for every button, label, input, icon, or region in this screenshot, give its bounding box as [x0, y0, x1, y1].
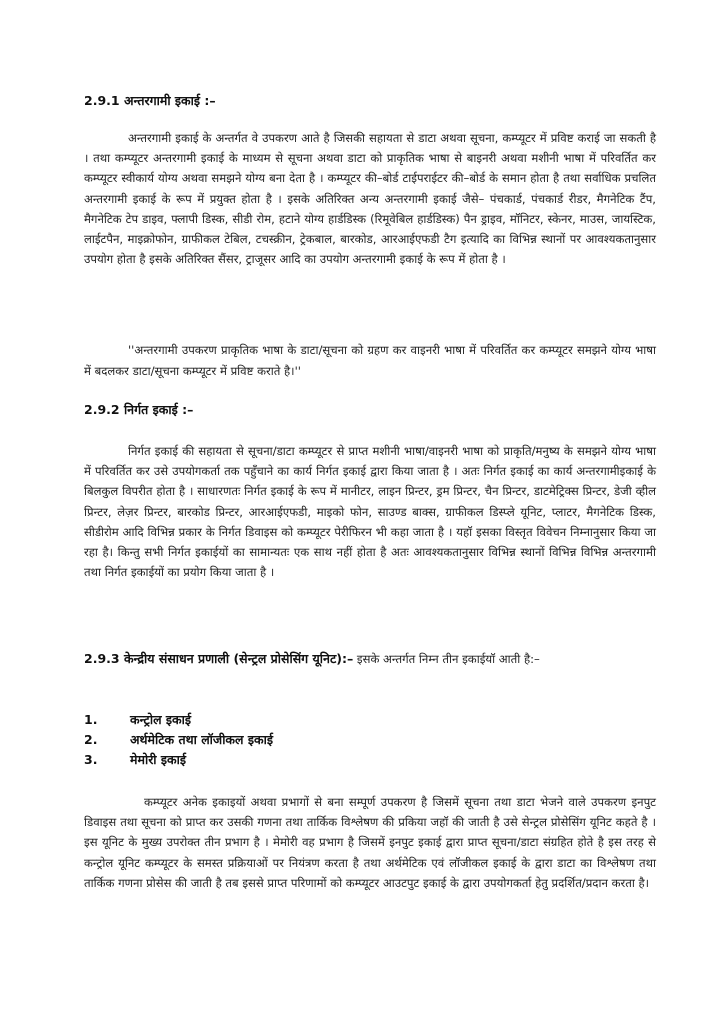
list-number: 1.	[84, 712, 98, 727]
list-label: अर्थमेटिक तथा लॉजीकल इकाई	[130, 732, 273, 747]
list-number: 2.	[84, 732, 98, 747]
paragraph-text: निर्गत इकाई की सहायता से सूचना/डाटा कम्प्यूटर से प्राप्त मशीनी भाषा/वाइनरी भाषा को प्राकृति/मनुष्य के समझने योग्य भाषा में परिवर्तित कर उसे उपयोगकर्ता तक पहुँचाने का कार्य निर्गत इकाई द्वारा किया जाता है । अतः निर्गत इकाई का कार्य अन्तरगामीइकाई के बिलकुल विपरीत होता है । साधारणतः निर्गत इकाई के रूप में मानीटर, लाइन प्रिन्टर, ड्रम प्रिन्टर, चैन प्रिन्टर, डाटमेट्रिक्स प्रिन्टर, डेजी व्हील प्रिन्टर, लेज़र प्रिन्टर, बारकोड प्रिन्टर, आरआईएफडी, माइको फोन, साउण्ड बाक्स, ग्राफीकल डिस्प्ले यूनिट, प्लाटर, मैगनेटिक डिस्क, सीडीरोम आदि विभिन्न प्रकार के निर्गत डिवाइस को कम्प्यूटर पेरीफिरन भी कहा जाता है । यहॉ इसका विस्तृत विवेचन निम्नानुसार किया जा रहा है। किन्तु सभी निर्गत इकाईयों का सामान्यतः एक साथ नहीं होता है अतः आवश्यकतानुसार विभिन्न स्थानों विभिन्न विभिन्न अन्तरगामी तथा निर्गत इकाईयों का प्रयोग किया जाता है ।	[84, 444, 656, 580]
section-2-9-3-intro	[84, 649, 656, 669]
list-label: मेमोरी इकाई	[130, 752, 187, 767]
intro-text: इसके अन्तर्गत निम्न तीन इकाईयॉ आती है:–	[353, 652, 540, 666]
section-heading-2-9-2: 2.9.2 निर्गत इकाई :–	[84, 402, 194, 417]
list-item-memory-unit	[84, 751, 186, 768]
list-item-alu	[84, 731, 273, 748]
section-2-9-3-paragraph	[84, 792, 656, 893]
section-heading-2-9-3: 2.9.3 केन्द्रीय संसाधन प्रणाली (सेन्ट्रल प्रोसेसिंग यूनिट):–	[84, 651, 354, 666]
section-heading-2-9-1: 2.9.1 अन्तरगामी इकाई :–	[84, 93, 216, 108]
section-2-9-2-paragraph	[84, 441, 656, 582]
list-number: 3.	[84, 752, 98, 767]
list-label: कन्ट्रोल इकाई	[130, 712, 192, 727]
list-item-control-unit	[84, 711, 191, 728]
paragraph-text: कम्प्यूटर अनेक इकाइयों अथवा प्रभागों से बना सम्पूर्ण उपकरण है जिसमें सूचना तथा डाटा भेजने वाले उपकरण इनपुट डिवाइस तथा सूचना को प्राप्त कर उसकी गणना तथा तार्किक विश्लेषण की प्रकिया जहॉ की जाती है उसे सेन्ट्रल प्रोसेसिंग यूनिट कहते है । इस यूनिट के मुख्य उपरोक्त तीन प्रभाग है । मेमोरी वह प्रभाग है जिसमें इनपुट इकाई द्वारा प्राप्त सूचना/डाटा संग्रहित होते है इस तरह से कन्ट्रोल यूनिट कम्प्यूटर के समस्त प्रक्रियाओं पर नियंत्रण करता है तथा अर्थमेटिक एवं लॉजीकल इकाई के द्वारा डाटा का विश्लेषण तथा तार्किक गणना प्रोसेस की जाती है तब इससे प्राप्त परिणामों को कम्प्यूटर आउटपुट इकाई के द्वारा उपयोगकर्ता हेतु प्रदर्शित/प्रदान करता है।	[84, 795, 656, 890]
paragraph-text: अन्तरगामी इकाई के अन्तर्गत वे उपकरण आते है जिसकी सहायता से डाटा अथवा सूचना, कम्प्यूटर में प्रविष्ट कराई जा सकती है । तथा कम्प्यूटर अन्तरगामी इकाई के माध्यम से सूचना अथवा डाटा को प्राकृतिक भाषा से बाइनरी अथवा मशीनी भाषा में परिवर्तित कर कम्प्यूटर स्वीकार्य योग्य अथवा समझने योग्य बना देता है । कम्प्यूटर की–बोर्ड टाईपराईटर की–बोर्ड के समान होता है तथा सर्वाधिक प्रचलित अन्तरगामी इकाई के रूप में प्रयुक्त होता है । इसके अतिरिक्त अन्य अन्तरगामी इकाई जैसे– पंचकार्ड, पंचकार्ड रीडर, मैगनेटिक टैंप, मैगनेटिक टेप डाइव, फ्लापी डिस्क, सीडी रोम, हटाने योग्य हार्डडिस्क (रिमूवेबिल हार्डडिस्क) पैन ड्राइव, मॉनिटर, स्केनर, माउस, जायस्टिक, लाईटपैन, माइक्रोफोन, ग्राफीकल टेबिल, टचस्क्रीन, ट्रेकबाल, बारकोड, आरआईएफडी टैग इत्यादि का विभिन्न स्थानों पर आवश्यकतानुसार उपयोग होता है इसके अतिरिक्त सैंसर, ट्राजूसर आदि का उपयोग अन्तरगामी इकाई के रूप में होता है ।	[84, 131, 656, 267]
section-2-9-1-quote	[84, 340, 656, 382]
quote-text: ''अन्तरगामी उपकरण प्राकृतिक भाषा के डाटा/सूचना को ग्रहण कर वाइनरी भाषा में परिवर्तित कर कम्प्यूटर समझने योग्य भाषा में बदलकर डाटा/सूचना कम्प्यूटर में प्रविष्ट कराते है।''	[84, 343, 656, 378]
section-2-9-1-paragraph	[84, 128, 656, 269]
